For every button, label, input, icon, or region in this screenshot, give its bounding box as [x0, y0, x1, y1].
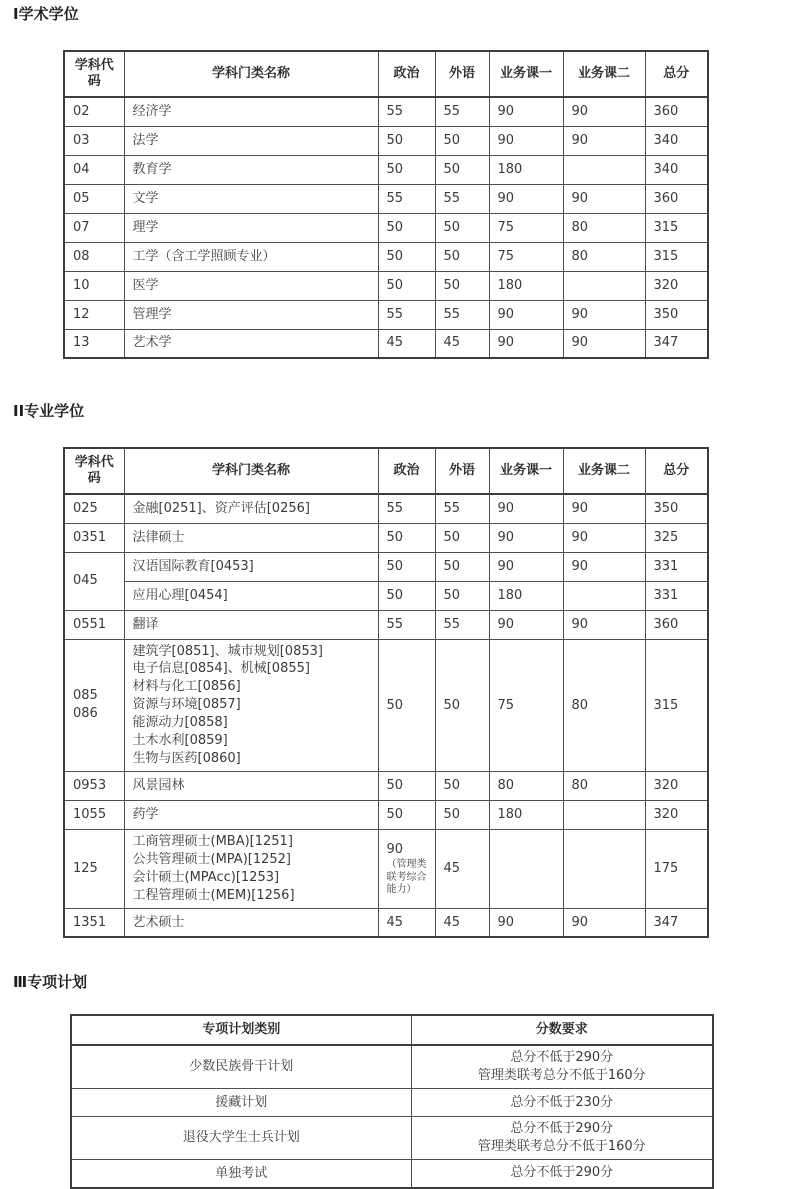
- cell-subject-code: 125: [64, 830, 124, 909]
- table-row: [64, 184, 708, 213]
- cell-course1: 80: [489, 772, 563, 801]
- table-row: [71, 1045, 713, 1088]
- cell-course2: 90: [563, 97, 645, 126]
- cell-plan-category: 退役大学生士兵计划: [71, 1117, 411, 1160]
- cell-course2: 90: [563, 329, 645, 358]
- cell-foreign: 50: [435, 271, 489, 300]
- cell-course1: 90: [489, 908, 563, 937]
- cell-subject-name: [124, 830, 378, 909]
- cell-course2: 90: [563, 126, 645, 155]
- cell-subject-name: 艺术学: [124, 329, 378, 358]
- cell-subject-code: 0953: [64, 772, 124, 801]
- cell-subject-code: 13: [64, 329, 124, 358]
- subject-code-line: 086: [73, 706, 98, 722]
- cell-subject-code: 1055: [64, 801, 124, 830]
- cell-course1: 90: [489, 300, 563, 329]
- table-header-row: [71, 1015, 713, 1045]
- cell-politics: 50: [378, 523, 435, 552]
- cell-subject-code: [64, 639, 124, 772]
- cell-course2: 90: [563, 908, 645, 937]
- section-title-special-plan: Ⅲ专项计划: [13, 973, 88, 992]
- header-course2: 业务课二: [563, 51, 645, 97]
- cell-total: 350: [645, 494, 708, 523]
- table-row: [64, 801, 708, 830]
- cell-course2: [563, 830, 645, 909]
- table-row: [64, 494, 708, 523]
- table-row: [71, 1160, 713, 1188]
- cell-politics: 50: [378, 801, 435, 830]
- cell-subject-name: [124, 639, 378, 772]
- cell-total: 320: [645, 801, 708, 830]
- cell-total: 360: [645, 184, 708, 213]
- cell-subject-name: 风景园林: [124, 772, 378, 801]
- cell-foreign: 45: [435, 830, 489, 909]
- cell-foreign: 55: [435, 494, 489, 523]
- cell-course2: 90: [563, 552, 645, 581]
- cell-subject-name: 医学: [124, 271, 378, 300]
- header-total: 总分: [645, 51, 708, 97]
- table-header-row: [64, 448, 708, 494]
- subject-name-line: 能源动力[0858]: [132, 715, 228, 731]
- cell-politics: 50: [378, 271, 435, 300]
- cell-course2: [563, 581, 645, 610]
- cell-total: 347: [645, 908, 708, 937]
- cell-course1: 180: [489, 155, 563, 184]
- table-row: [64, 639, 708, 772]
- cell-total: 360: [645, 610, 708, 639]
- cell-course1: 180: [489, 271, 563, 300]
- cell-total: 350: [645, 300, 708, 329]
- subject-name-line: 电子信息[0854]、机械[0855]: [132, 661, 310, 677]
- special-plan-table: [70, 1014, 714, 1188]
- cell-total: 325: [645, 523, 708, 552]
- cell-subject-name: 管理学: [124, 300, 378, 329]
- cell-politics: 45: [378, 908, 435, 937]
- cell-foreign: 50: [435, 581, 489, 610]
- header-plan-category: 专项计划类别: [71, 1015, 411, 1045]
- cell-plan-category: 少数民族骨干计划: [71, 1045, 411, 1088]
- header-foreign-language: 外语: [435, 448, 489, 494]
- cell-foreign: 50: [435, 126, 489, 155]
- cell-subject-name: 文学: [124, 184, 378, 213]
- section-title-academic: I学术学位: [13, 5, 79, 23]
- requirement-line: 管理类联考总分不低于160分: [477, 1139, 646, 1155]
- cell-score-requirement: [411, 1117, 713, 1160]
- header-score-requirement: 分数要求: [411, 1015, 713, 1045]
- cell-subject-code: 045: [64, 552, 124, 610]
- cell-politics: 55: [378, 494, 435, 523]
- cell-course1: 90: [489, 552, 563, 581]
- cell-course2: [563, 155, 645, 184]
- cell-foreign: 50: [435, 213, 489, 242]
- subject-name-line: 工商管理硕士(MBA)[1251]: [132, 834, 293, 850]
- cell-course1: 90: [489, 610, 563, 639]
- requirement-line: 总分不低于290分: [510, 1121, 614, 1137]
- table-row: [64, 300, 708, 329]
- cell-total: 331: [645, 581, 708, 610]
- section-title-professional: II专业学位: [13, 402, 85, 420]
- cell-politics: 55: [378, 610, 435, 639]
- cell-score-requirement: [411, 1160, 713, 1188]
- table-row: [64, 329, 708, 358]
- subject-name-line: 材料与化工[0856]: [132, 679, 241, 695]
- cell-total: 175: [645, 830, 708, 909]
- cell-course2: 80: [563, 772, 645, 801]
- cell-subject-name: 理学: [124, 213, 378, 242]
- cell-politics: 55: [378, 97, 435, 126]
- table-row: [64, 772, 708, 801]
- cell-foreign: 45: [435, 908, 489, 937]
- cell-foreign: 50: [435, 639, 489, 772]
- cell-course1: 90: [489, 126, 563, 155]
- cell-course1: 90: [489, 494, 563, 523]
- cell-course1: 90: [489, 184, 563, 213]
- header-foreign-language: 外语: [435, 51, 489, 97]
- cell-foreign: 45: [435, 329, 489, 358]
- cell-score-requirement: [411, 1045, 713, 1088]
- cell-course2: [563, 271, 645, 300]
- header-course1: 业务课一: [489, 448, 563, 494]
- cell-course1: 75: [489, 242, 563, 271]
- cell-politics: 50: [378, 242, 435, 271]
- cell-politics: 50: [378, 155, 435, 184]
- cell-foreign: 50: [435, 242, 489, 271]
- table-header-row: [64, 51, 708, 97]
- cell-course1: 75: [489, 213, 563, 242]
- cell-course1: 180: [489, 581, 563, 610]
- requirement-line: 管理类联考总分不低于160分: [477, 1068, 646, 1084]
- subject-name-line: 生物与医药[0860]: [132, 751, 241, 767]
- cell-subject-code: 08: [64, 242, 124, 271]
- cell-total: 315: [645, 639, 708, 772]
- cell-politics: 50: [378, 772, 435, 801]
- cell-subject-name: 汉语国际教育[0453]: [124, 552, 378, 581]
- cell-foreign: 55: [435, 610, 489, 639]
- header-subject-name: 学科门类名称: [124, 51, 378, 97]
- cell-course2: 90: [563, 610, 645, 639]
- table-row: [64, 155, 708, 184]
- cell-politics: 50: [378, 126, 435, 155]
- cell-foreign: 50: [435, 155, 489, 184]
- cell-course2: [563, 801, 645, 830]
- politics-score: 90: [386, 842, 404, 858]
- subject-name-line: 公共管理硕士(MPA)[1252]: [132, 852, 291, 867]
- cell-politics: 55: [378, 300, 435, 329]
- cell-subject-code: 07: [64, 213, 124, 242]
- cell-course2: 80: [563, 242, 645, 271]
- cell-total: 315: [645, 242, 708, 271]
- cell-subject-code: 0551: [64, 610, 124, 639]
- subject-code-line: 085: [73, 688, 98, 704]
- cell-politics: 45: [378, 329, 435, 358]
- cell-subject-code: 02: [64, 97, 124, 126]
- cell-course2: 90: [563, 494, 645, 523]
- cell-subject-name: 金融[0251]、资产评估[0256]: [124, 494, 378, 523]
- header-politics: 政治: [378, 448, 435, 494]
- cell-foreign: 55: [435, 97, 489, 126]
- cell-subject-name: 工学（含工学照顾专业）: [124, 242, 378, 271]
- cell-total: 320: [645, 772, 708, 801]
- table-row: [64, 213, 708, 242]
- cell-subject-code: 1351: [64, 908, 124, 937]
- cell-course1: 90: [489, 329, 563, 358]
- table-row: [64, 581, 708, 610]
- header-subject-name: 学科门类名称: [124, 448, 378, 494]
- cell-score-requirement: [411, 1089, 713, 1117]
- cell-course1: 90: [489, 97, 563, 126]
- cell-total: 320: [645, 271, 708, 300]
- cell-subject-code: 12: [64, 300, 124, 329]
- header-politics: 政治: [378, 51, 435, 97]
- header-subject-code: 学科代码: [64, 51, 124, 97]
- cell-plan-category: 援藏计划: [71, 1089, 411, 1117]
- cell-course1: [489, 830, 563, 909]
- cell-foreign: 50: [435, 772, 489, 801]
- cell-subject-code: 04: [64, 155, 124, 184]
- cell-subject-name: 药学: [124, 801, 378, 830]
- professional-degree-table: [63, 447, 709, 938]
- cell-foreign: 50: [435, 552, 489, 581]
- cell-politics: 50: [378, 213, 435, 242]
- cell-subject-name: 经济学: [124, 97, 378, 126]
- cell-course2: 90: [563, 300, 645, 329]
- header-course1: 业务课一: [489, 51, 563, 97]
- requirement-line: 总分不低于290分: [510, 1050, 614, 1066]
- table-row: [64, 271, 708, 300]
- cell-course2: 80: [563, 213, 645, 242]
- cell-foreign: 55: [435, 184, 489, 213]
- cell-subject-name: 翻译: [124, 610, 378, 639]
- cell-course2: 90: [563, 184, 645, 213]
- table-row: [64, 242, 708, 271]
- header-total: 总分: [645, 448, 708, 494]
- cell-politics: 50: [378, 639, 435, 772]
- subject-name-line: 工程管理硕士(MEM)[1256]: [132, 887, 295, 903]
- cell-plan-category: 单独考试: [71, 1160, 411, 1188]
- table-row: [64, 552, 708, 581]
- cell-politics: 55: [378, 184, 435, 213]
- academic-degree-table: [63, 50, 709, 359]
- header-subject-code: 学科代码: [64, 448, 124, 494]
- cell-foreign: 50: [435, 523, 489, 552]
- politics-score-note: （管理类联考综合能力）: [386, 859, 427, 896]
- table-row: [64, 908, 708, 937]
- header-course2: 业务课二: [563, 448, 645, 494]
- subject-name-line: 建筑学[0851]、城市规划[0853]: [132, 643, 323, 659]
- cell-subject-code: 10: [64, 271, 124, 300]
- cell-foreign: 55: [435, 300, 489, 329]
- table-row: [71, 1089, 713, 1117]
- subject-name-line: 资源与环境[0857]: [132, 697, 241, 713]
- cell-course1: 180: [489, 801, 563, 830]
- table-row: [64, 610, 708, 639]
- cell-politics: 50: [378, 581, 435, 610]
- cell-course2: 90: [563, 523, 645, 552]
- cell-subject-name: 法学: [124, 126, 378, 155]
- cell-politics: 50: [378, 552, 435, 581]
- cell-subject-code: 03: [64, 126, 124, 155]
- table-row: [64, 523, 708, 552]
- cell-total: 340: [645, 126, 708, 155]
- cell-subject-name: 应用心理[0454]: [124, 581, 378, 610]
- cell-subject-name: 法律硕士: [124, 523, 378, 552]
- cell-course1: 75: [489, 639, 563, 772]
- cell-subject-name: 教育学: [124, 155, 378, 184]
- cell-total: 331: [645, 552, 708, 581]
- requirement-line: 总分不低于230分: [510, 1094, 614, 1110]
- cell-course1: 90: [489, 523, 563, 552]
- table-row: [64, 830, 708, 909]
- cell-subject-code: 05: [64, 184, 124, 213]
- cell-total: 360: [645, 97, 708, 126]
- cell-foreign: 50: [435, 801, 489, 830]
- cell-total: 347: [645, 329, 708, 358]
- cell-subject-code: 0351: [64, 523, 124, 552]
- table-row: [71, 1117, 713, 1160]
- cell-course2: 80: [563, 639, 645, 772]
- subject-name-line: 会计硕士(MPAcc)[1253]: [132, 869, 280, 885]
- table-row: [64, 126, 708, 155]
- cell-politics: [378, 830, 435, 909]
- subject-name-line: 土木水利[0859]: [132, 733, 228, 749]
- cell-subject-name: 艺术硕士: [124, 908, 378, 937]
- cell-total: 315: [645, 213, 708, 242]
- cell-subject-code: 025: [64, 494, 124, 523]
- cell-total: 340: [645, 155, 708, 184]
- table-row: [64, 97, 708, 126]
- requirement-line: 总分不低于290分: [510, 1165, 614, 1181]
